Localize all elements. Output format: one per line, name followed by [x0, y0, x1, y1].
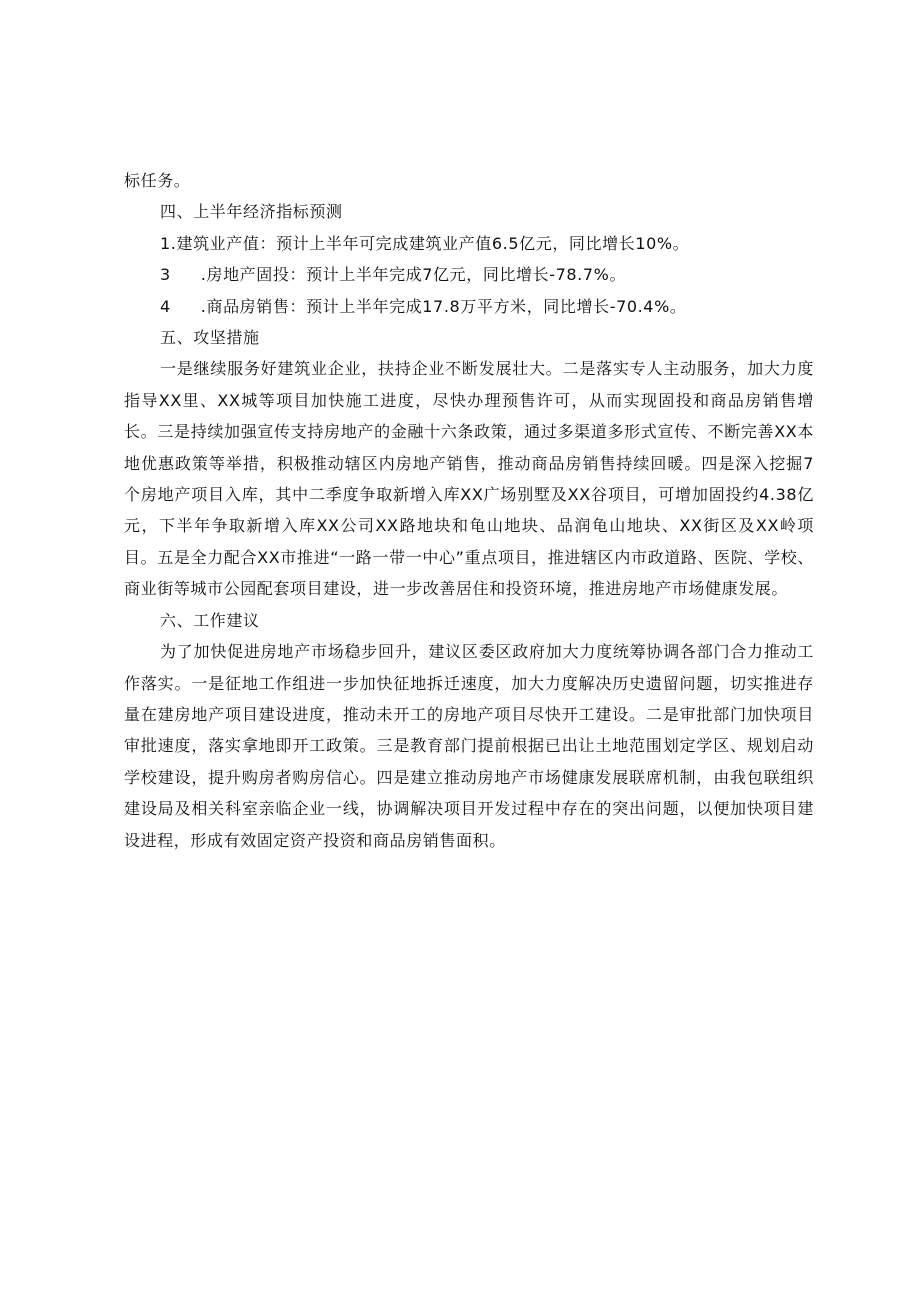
- section-5-paragraph: 一是继续服务好建筑业企业，扶持企业不断发展壮大。二是落实专人主动服务，加大力度指导XX里、XX城等项目加快施工进度，尽快办理预售许可，从而实现固投和商品房销售增长。三是持续加强宣传支持房地产的金融十六条政策，通过多渠道多形式宣传、不断完善XX本地优惠政策等举措，积极推动辖区内房地产销售，推动商品房销售持续回暖。四是深入挖掘7个房地产项目入库，其中二季度争取新增入库XX广场别墅及XX谷项目，可增加固投约4.38亿元，下半年争取新增入库XX公司XX路地块和龟山地块、品润龟山地块、XX街区及XX岭项目。五是全力配合XX市推进“一路一带一中心”重点项目，推进辖区内市政道路、医院、学校、商业街等城市公园配套项目建设，进一步改善居住和投资环境，推进房地产市场健康发展。: [124, 359, 814, 599]
- forecast-item-text: .房地产固投：预计上半年完成7亿元，同比增长-78.7%。: [200, 265, 627, 285]
- forecast-item-housing-sales: [124, 291, 814, 322]
- forecast-item-text: 建筑业产值：预计上半年可完成建筑业产值6.5亿元，同比增长10%。: [176, 233, 690, 253]
- section-4-heading: 四、上半年经济指标预测: [160, 202, 343, 222]
- section-5-heading: 五、攻坚措施: [160, 328, 260, 348]
- forecast-item-number: 3: [160, 265, 171, 285]
- section-6-paragraph: 为了加快促进房地产市场稳步回升，建议区委区政府加大力度统筹协调各部门合力推动工作落实。一是征地工作组进一步加快征地拆迁速度，加大力度解决历史遗留问题，切实推进存量在建房地产项目建设进度，推动未开工的房地产项目尽快开工建设。二是审批部门加快项目审批速度，落实拿地即开工政策。三是教育部门提前根据已出让土地范围划定学区、规划启动学校建设，提升购房者购房信心。四是建立推动房地产市场健康发展联席机制，由我包联组织建设局及相关科室亲临企业一线，协调解决项目开发过程中存在的突出问题，以便加快项目建设进程，形成有效固定资产投资和商品房销售面积。: [124, 642, 814, 850]
- forecast-item-real-estate-investment: [124, 259, 814, 290]
- forecast-item-number: 4: [160, 296, 171, 316]
- forecast-item-text: .商品房销售：预计上半年完成17.8万平方米，同比增长-70.4%。: [200, 296, 687, 316]
- forecast-item-construction: [124, 228, 814, 259]
- section-6-heading: 六、工作建议: [160, 610, 260, 630]
- continued-text: 标任务。: [124, 171, 191, 190]
- document-body: [124, 165, 814, 856]
- forecast-item-number: 1.: [160, 233, 177, 253]
